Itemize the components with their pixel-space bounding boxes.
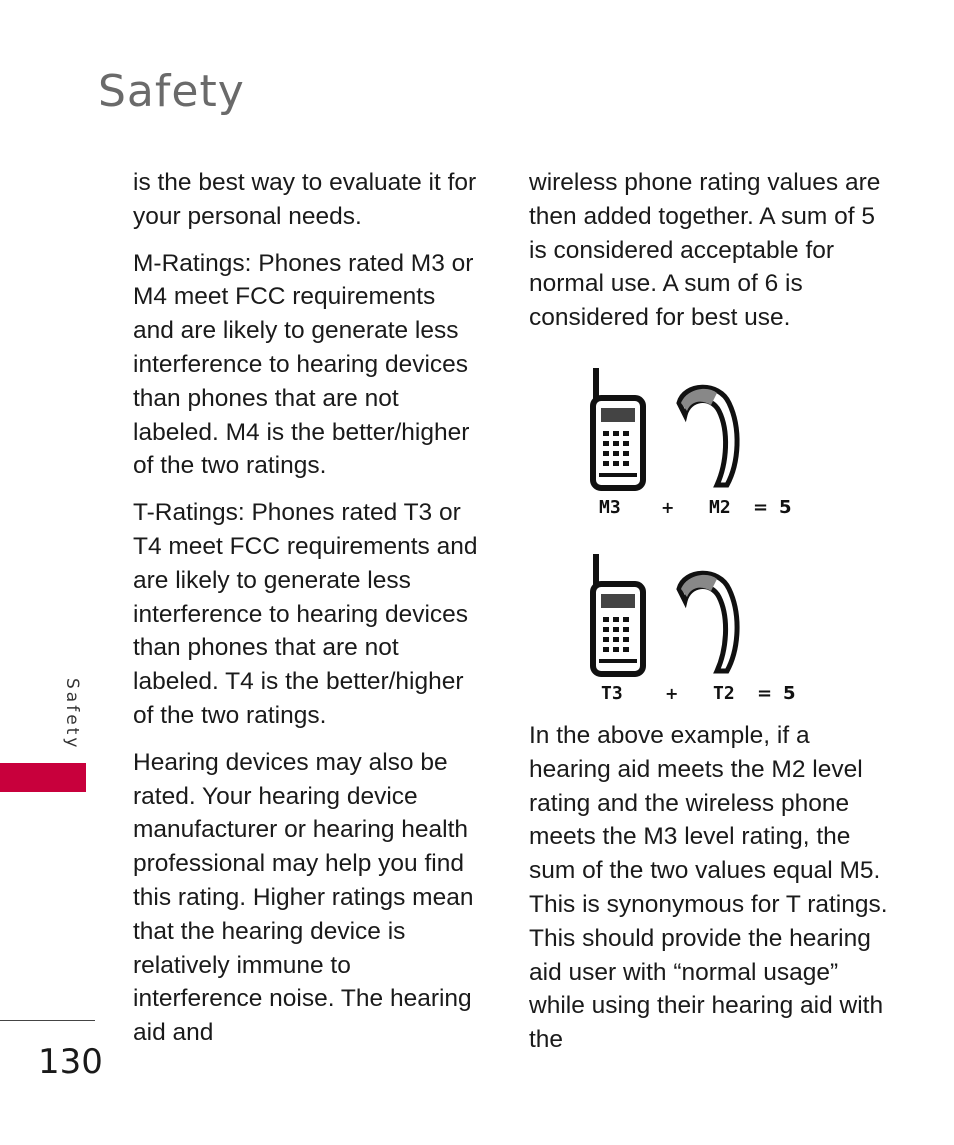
plus-sign: + — [661, 497, 675, 517]
sum-value: 5 — [783, 682, 796, 704]
left-column — [133, 166, 478, 1050]
label-t3: T3 — [601, 682, 623, 704]
label-m2: M2 — [709, 496, 731, 518]
paragraph-intro: is the best way to evaluate it for your personal needs. — [133, 169, 477, 230]
footer-divider — [0, 1020, 95, 1021]
plus-sign: + — [665, 683, 679, 703]
hearing-aid-icon — [679, 573, 737, 671]
paragraph-rating-sum: wireless phone rating values are then added together. A sum of 5 is considered acceptable for normal use. A sum of 6 is considered for best use. — [529, 169, 881, 332]
equals-sign: = — [753, 496, 769, 518]
page-number: 130 — [38, 1042, 103, 1082]
t-row — [593, 554, 796, 704]
m-row — [593, 368, 792, 518]
sum-value: 5 — [779, 496, 792, 518]
paragraph-example: In the above example, if a hearing aid meets the M2 level rating and the wireless phone meets the M3 level rating, the sum of the two values equal M5. This is synonymous for T ratings. This should provide the hearing aid user with “normal usage” while using their hearing aid with the — [529, 721, 888, 1054]
page-title: Safety — [98, 66, 245, 117]
rating-diagram — [579, 363, 809, 713]
rating-diagram-svg — [579, 363, 809, 713]
label-t2: T2 — [713, 682, 735, 704]
side-tab-marker — [0, 763, 86, 792]
paragraph-m-ratings: M-Ratings: Phones rated M3 or M4 meet FCC requirements and are likely to generate less interference to hearing devices than phones that are not labeled. M4 is the better/higher of the two ratings. — [133, 249, 474, 480]
phone-icon — [593, 554, 643, 674]
hearing-aid-icon — [679, 387, 737, 485]
right-column — [529, 166, 889, 1057]
label-m3: M3 — [599, 496, 621, 518]
side-tab-label: Safety — [62, 678, 82, 751]
phone-icon — [593, 368, 643, 488]
paragraph-t-ratings: T-Ratings: Phones rated T3 or T4 meet FCC requirements and are likely to generate less interference to hearing devices than phones that are not labeled. T4 is the better/higher of the two ratings. — [133, 499, 478, 729]
equals-sign: = — [757, 682, 773, 704]
paragraph-hearing-devices: Hearing devices may also be rated. Your hearing device manufacturer or hearing health professional may help you find this rating. Higher ratings mean that the hearing device is relatively immune to interference noise. The hearing aid and — [133, 748, 474, 1047]
